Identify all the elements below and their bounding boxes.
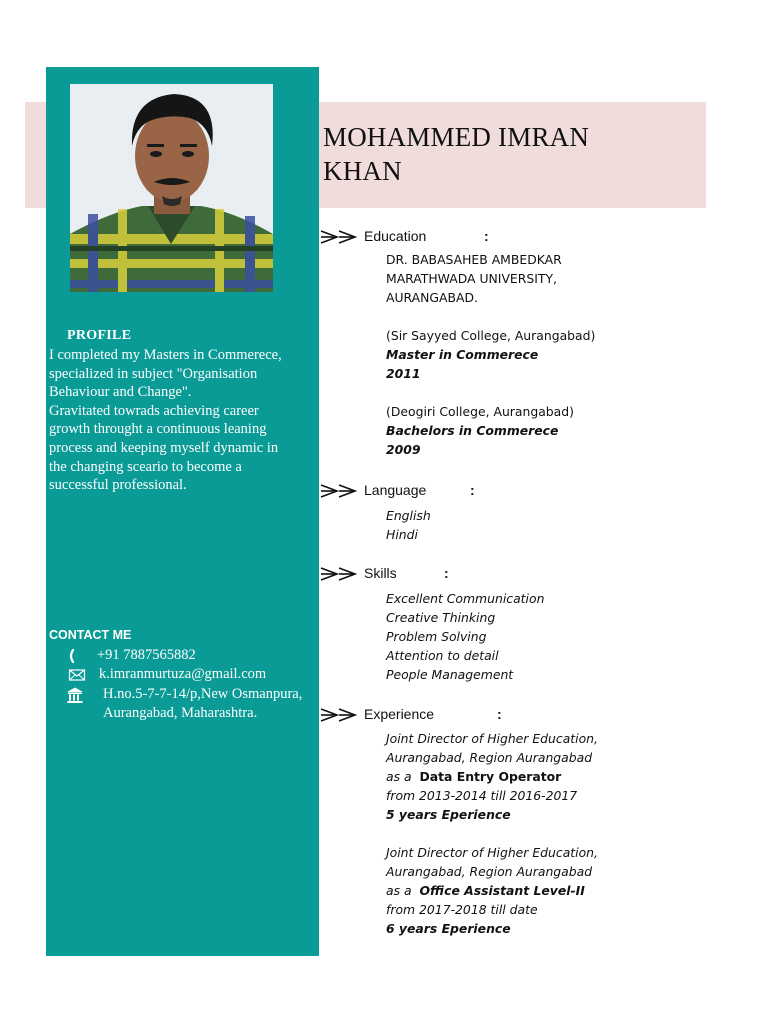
skill-item: Attention to detail <box>386 648 499 663</box>
language-item: English <box>386 508 431 523</box>
degree-name: Master in Commerece <box>386 347 539 362</box>
experience-label: Experience <box>364 706 435 722</box>
profile-line: growth throught a continuous leaning <box>49 421 267 438</box>
degree-year: 2011 <box>386 366 421 381</box>
arrow-bullet-icon <box>320 484 360 498</box>
contact-email <box>49 665 317 685</box>
education-colon: : <box>484 228 489 244</box>
contact-heading: CONTACT ME <box>49 628 132 642</box>
profile-line: successful professional. <box>49 477 187 494</box>
arrow-bullet-icon <box>320 567 360 581</box>
language-content <box>386 506 431 544</box>
skills-content <box>386 589 544 684</box>
contact-address <box>49 685 317 725</box>
profile-line: the changing sceario to become a <box>49 458 242 475</box>
education-content <box>386 250 595 459</box>
skill-item: People Management <box>386 667 514 682</box>
job-period: from 2017-2018 till date <box>386 902 538 917</box>
skill-item: Creative Thinking <box>386 610 496 625</box>
job-as: as a <box>386 883 412 898</box>
name-line-2: KHAN <box>323 156 402 186</box>
university-line: DR. BABASAHEB AMBEDKAR <box>386 252 562 267</box>
profile-line: specialized in subject "Organisation <box>49 365 258 382</box>
address-line-1: H.no.5-7-7-14/p,New Osmanpura, <box>103 686 303 702</box>
profile-line: I completed my Masters in Commerece, <box>49 347 282 363</box>
profile-line: Gravitated towrads achieving career <box>49 402 259 419</box>
language-heading <box>320 482 520 504</box>
job-duration: 6 years Eperience <box>386 921 511 936</box>
degree-year: 2009 <box>386 442 421 457</box>
education-heading <box>320 228 520 250</box>
job-location: Aurangabad, Region Aurangabad <box>386 864 593 879</box>
profile-heading: PROFILE <box>67 328 132 343</box>
address-line-2: Aurangabad, Maharashtra. <box>103 705 258 721</box>
job-role: Office Assistant Level-II <box>419 883 585 898</box>
building-icon <box>66 686 84 704</box>
language-label: Language <box>364 482 427 498</box>
language-item: Hindi <box>386 527 418 542</box>
phone-icon <box>67 647 85 665</box>
profile-line: process and keeping myself dynamic in <box>49 439 279 456</box>
job-employer: Joint Director of Higher Education, <box>386 731 598 746</box>
education-label: Education <box>364 228 427 244</box>
profile-line: Behaviour and Change". <box>49 384 192 401</box>
job-location: Aurangabad, Region Aurangabad <box>386 750 593 765</box>
degree-name: Bachelors in Commerece <box>386 423 559 438</box>
arrow-bullet-icon <box>320 230 360 244</box>
email-address[interactable]: k.imranmurtuza@gmail.com <box>99 666 267 682</box>
skills-label: Skills <box>364 565 397 581</box>
experience-content <box>386 729 598 938</box>
candidate-name <box>323 120 703 188</box>
job-as: as a <box>386 769 412 784</box>
language-colon: : <box>470 482 475 498</box>
envelope-icon <box>68 666 86 684</box>
experience-heading <box>320 706 520 728</box>
profile-photo <box>70 84 273 292</box>
skills-heading <box>320 565 520 587</box>
university-line: MARATHWADA UNIVERSITY, <box>386 271 557 286</box>
skills-colon: : <box>444 565 449 581</box>
contact-phone <box>49 646 317 666</box>
experience-colon: : <box>497 706 502 722</box>
phone-number[interactable]: +91 7887565882 <box>97 647 196 663</box>
university-line: AURANGABAD. <box>386 290 478 305</box>
arrow-bullet-icon <box>320 708 360 722</box>
college-name: (Sir Sayyed College, Aurangabad) <box>386 328 596 343</box>
college-name: (Deogiri College, Aurangabad) <box>386 404 574 419</box>
skill-item: Problem Solving <box>386 629 487 644</box>
job-role: Data Entry Operator <box>419 769 562 784</box>
job-period: from 2013-2014 till 2016-2017 <box>386 788 578 803</box>
profile-summary <box>49 346 314 495</box>
job-duration: 5 years Eperience <box>386 807 511 822</box>
name-line-1: MOHAMMED IMRAN <box>323 122 590 152</box>
skill-item: Excellent Communication <box>386 591 545 606</box>
job-employer: Joint Director of Higher Education, <box>386 845 598 860</box>
